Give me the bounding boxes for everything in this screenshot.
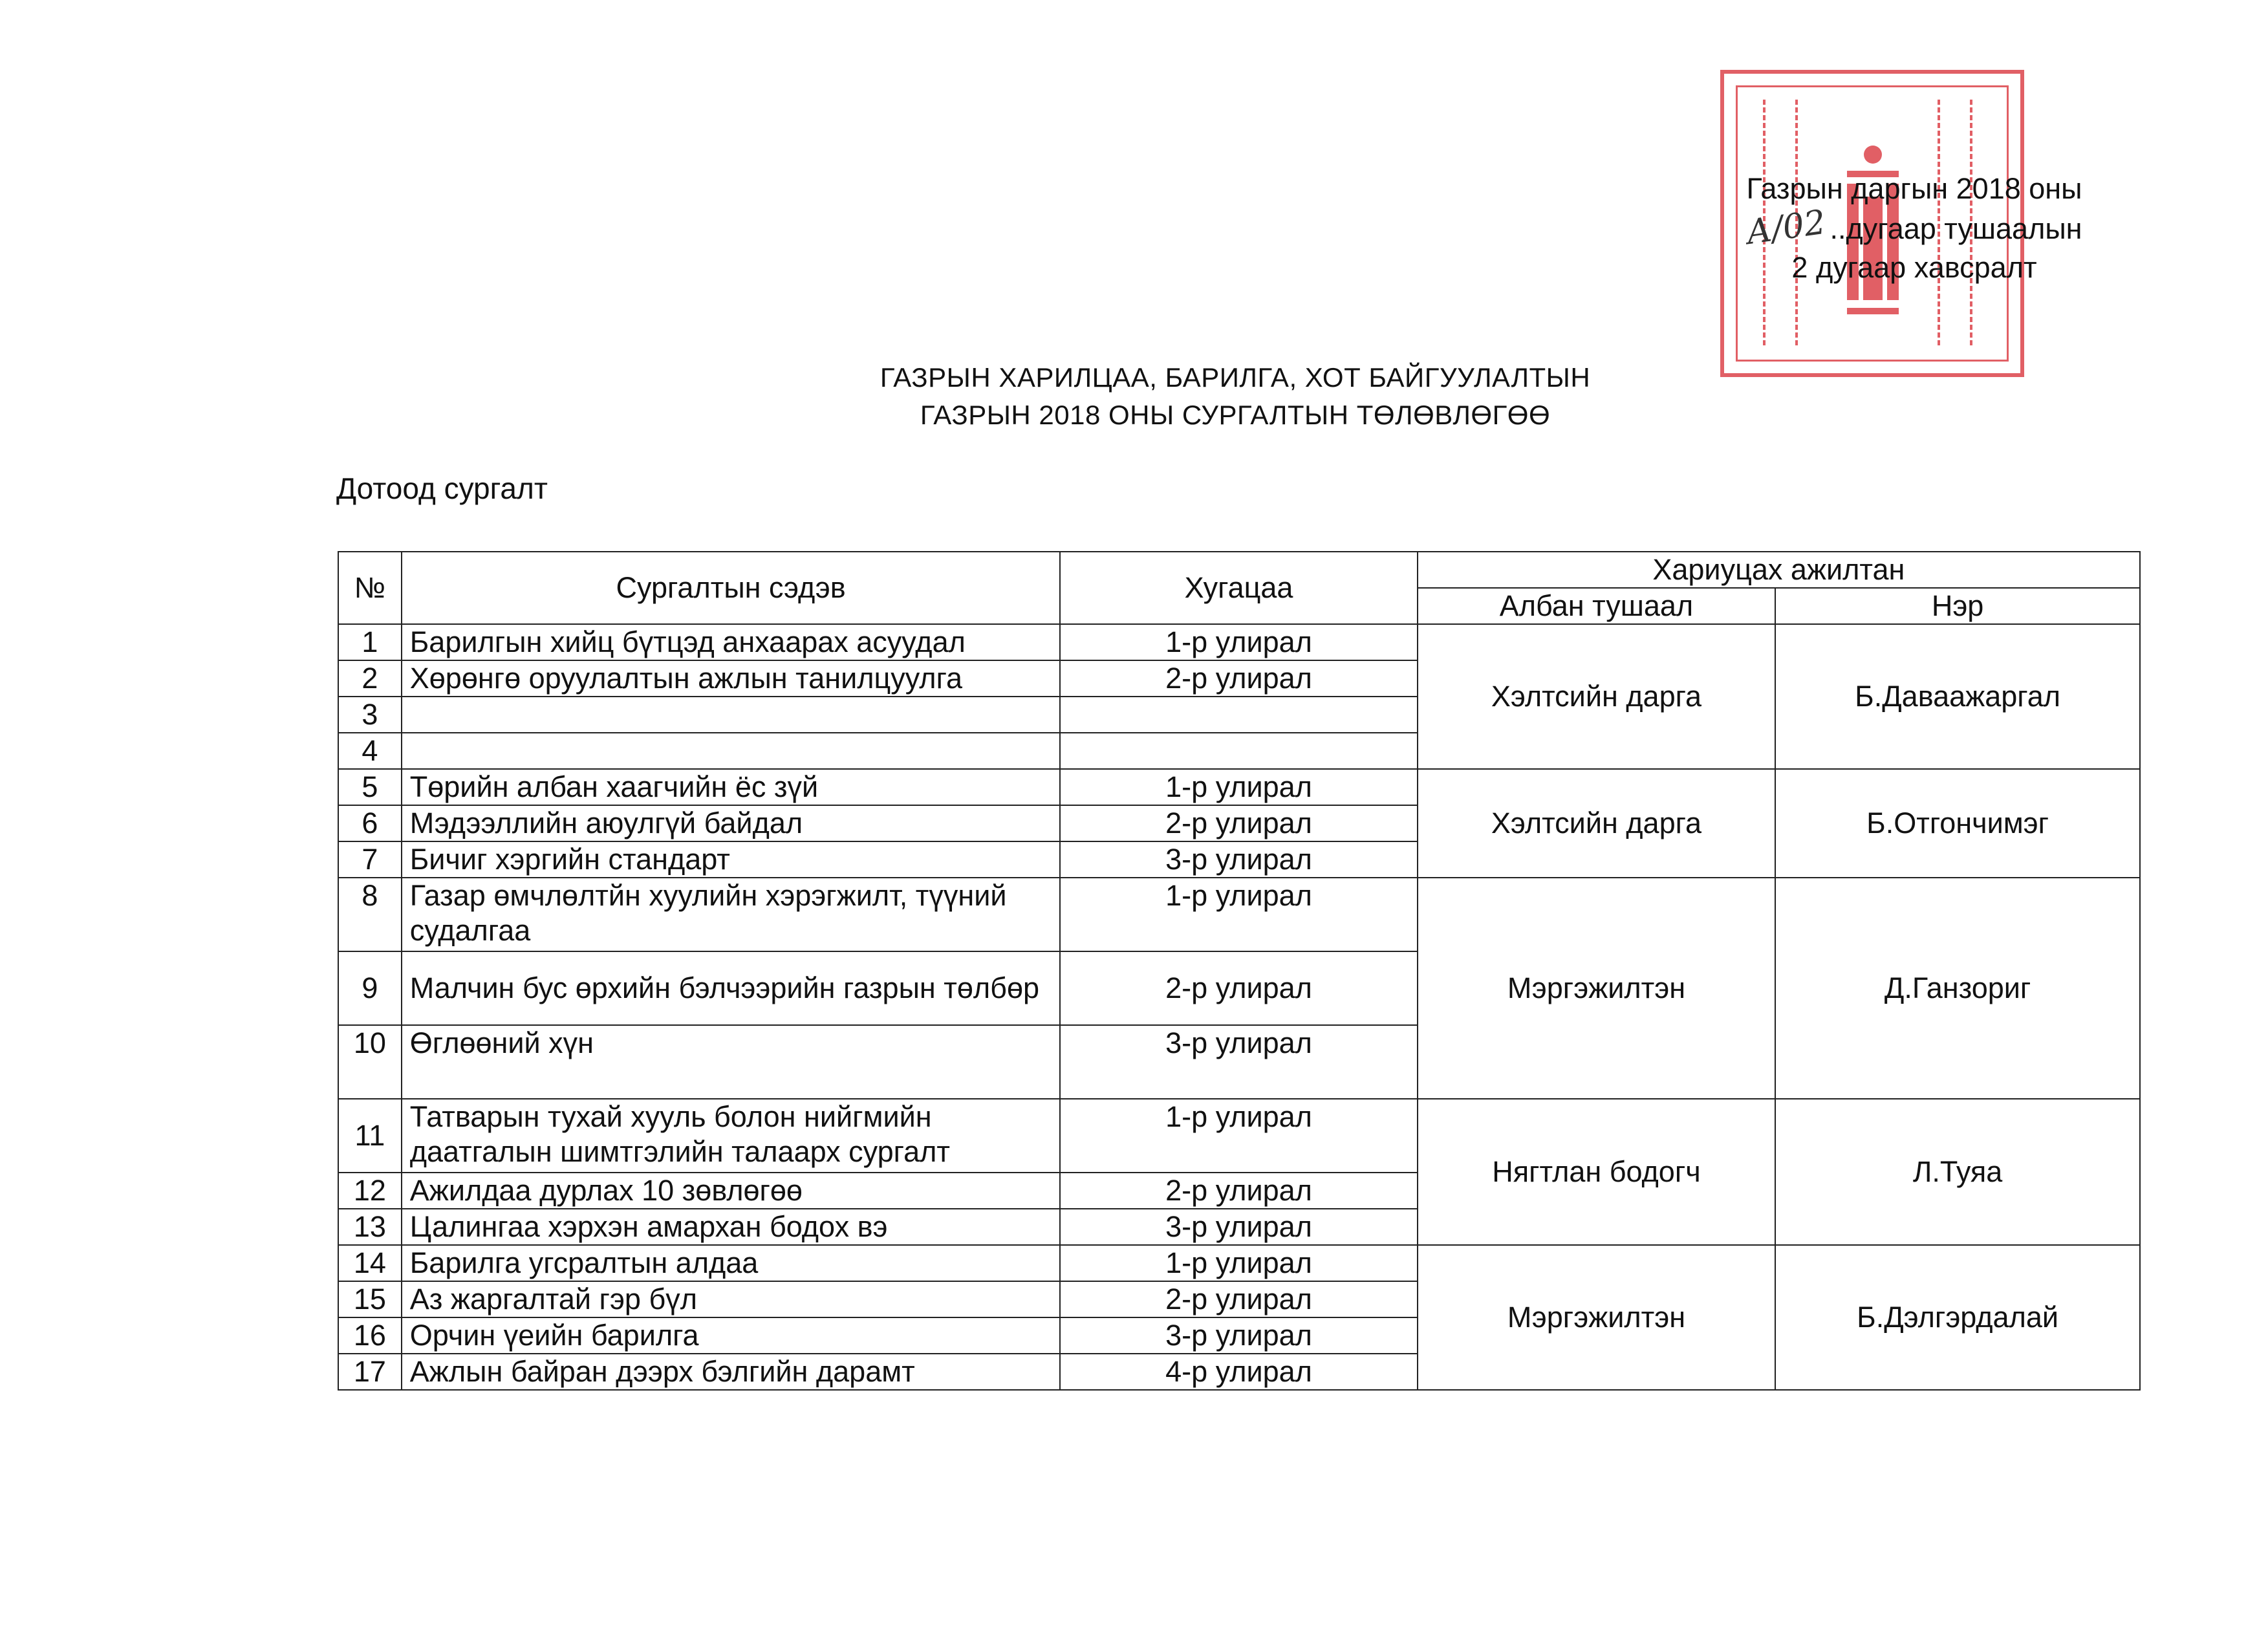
table-row: 14 Барилга угсралтын алдаа 1-р улирал Мэргэжилтэн Б.Дэлгэрдалай bbox=[338, 1245, 2140, 1281]
approval-line-3: 2 дугаар хавсралт bbox=[1791, 251, 2037, 284]
table-row: 6 Мэдээллийн аюулгүй байдал 2-р улирал bbox=[338, 805, 2140, 841]
group-position: Мэргэжилтэн bbox=[1418, 878, 1775, 1099]
header-no: № bbox=[338, 552, 402, 624]
group-position: Хэлтсийн дарга bbox=[1418, 769, 1775, 878]
group-name: Б.Дэлгэрдалай bbox=[1775, 1245, 2140, 1390]
approval-line-2-text: дугаар тушаалын bbox=[1846, 212, 2082, 245]
table-row: 12 Ажилдаа дурлах 10 зөвлөгөө 2-р улирал bbox=[338, 1173, 2140, 1209]
group-position: Мэргэжилтэн bbox=[1418, 1245, 1775, 1390]
group-position: Нягтлан бодогч bbox=[1418, 1099, 1775, 1245]
table-row: 9 Малчин бус өрхийн бэлчээрийн газрын төлбөр 2-р улирал bbox=[338, 951, 2140, 1025]
header-position: Албан тушаал bbox=[1418, 588, 1775, 624]
header-responsible: Хариуцах ажилтан bbox=[1418, 552, 2140, 588]
document-title bbox=[647, 359, 1824, 434]
header-topic: Сургалтын сэдэв bbox=[402, 552, 1061, 624]
title-line-1: ГАЗРЫН ХАРИЛЦАА, БАРИЛГА, ХОТ БАЙГУУЛАЛТЫН bbox=[880, 362, 1591, 393]
table-row: 13 Цалингаа хэрхэн амархан бодох вэ 3-р улирал bbox=[338, 1209, 2140, 1245]
group-name: Б.Отгончимэг bbox=[1775, 769, 2140, 878]
approval-note bbox=[1694, 169, 2134, 287]
header-time: Хугацаа bbox=[1060, 552, 1417, 624]
training-plan-table bbox=[338, 551, 2141, 1391]
table-row: 15 Аз жаргалтай гэр бүл 2-р улирал bbox=[338, 1281, 2140, 1317]
group-name: Л.Туяа bbox=[1775, 1099, 2140, 1245]
table-row: 4 bbox=[338, 733, 2140, 769]
table-row: 1 Барилгын хийц бүтцэд анхаарах асуудал 1-р улирал Хэлтсийн дарга Б.Даваажаргал bbox=[338, 624, 2140, 660]
approval-line-1: Газрын даргын 2018 оны bbox=[1746, 172, 2082, 205]
table-row: 10 Өглөөний хүн 3-р улирал bbox=[338, 1025, 2140, 1099]
table-row: 5 Төрийн албан хаагчийн ёс зүй 1-р улирал Хэлтсийн дарга Б.Отгончимэг bbox=[338, 769, 2140, 805]
table-row: 2 Хөрөнгө оруулалтын ажлын танилцуулга 2-р улирал bbox=[338, 660, 2140, 697]
title-line-2: ГАЗРЫН 2018 ОНЫ СУРГАЛТЫН ТӨЛӨВЛӨГӨӨ bbox=[920, 400, 1551, 430]
table-row: 8 Газар өмчлөлтйн хуулийн хэрэгжилт, түүний судалгаа 1-р улирал Мэргэжилтэн Д.Ганзориг bbox=[338, 878, 2140, 951]
header-name: Нэр bbox=[1775, 588, 2140, 624]
approval-line-2: А/02..дугаар тушаалын bbox=[1744, 202, 2082, 253]
table-row: 7 Бичиг хэргийн стандарт 3-р улирал bbox=[338, 841, 2140, 878]
table-row: 17 Ажлын байран дээрх бэлгийн дарамт 4-р улирал bbox=[338, 1354, 2140, 1390]
table-row: 11 Татварын тухай хууль болон нийгмийн даатгалын шимтгэлийн талаарх сургалт 1-р улирал Нягтлан бодогч Л.Туяа bbox=[338, 1099, 2140, 1173]
table-row: 16 Орчин үеийн барилга 3-р улирал bbox=[338, 1317, 2140, 1354]
group-name: Б.Даваажаргал bbox=[1775, 624, 2140, 769]
table-row: 3 bbox=[338, 697, 2140, 733]
handwritten-order-number: А/02 bbox=[1744, 202, 1829, 253]
group-name: Д.Ганзориг bbox=[1775, 878, 2140, 1099]
group-position: Хэлтсийн дарга bbox=[1418, 624, 1775, 769]
section-label: Дотоод сургалт bbox=[336, 471, 548, 505]
